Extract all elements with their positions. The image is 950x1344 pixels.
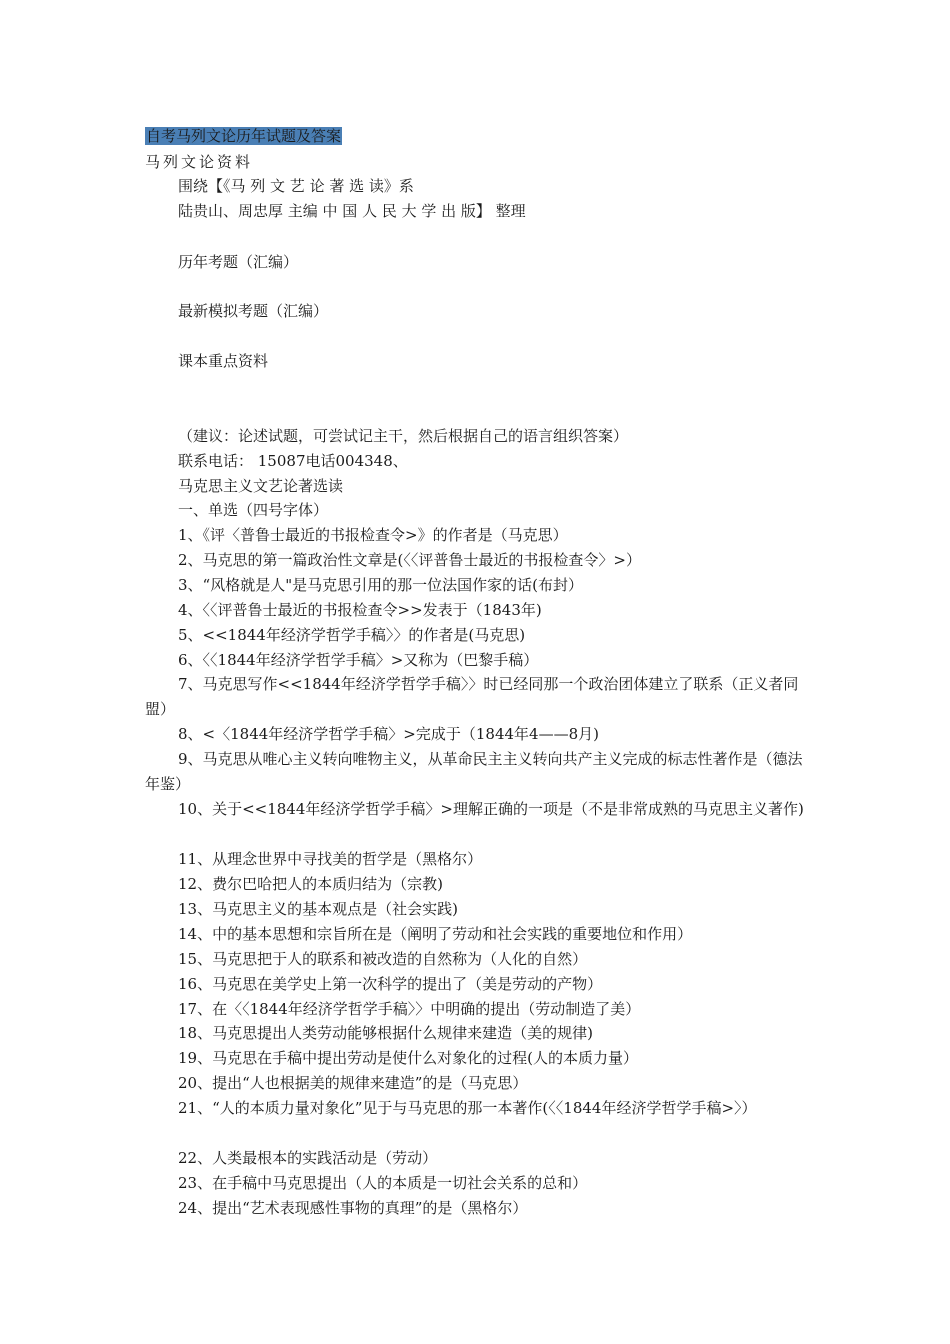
- question-item: 8、<〈1844年经济学哲学手稿〉>完成于（1844年4——8月): [178, 725, 599, 743]
- question-item: 21、“人的本质力量对象化”见于与马克思的那一本著作(〈〈1844年经济学哲学手稿>〉）: [178, 1099, 757, 1117]
- question-item: 23、在手稿中马克思提出（人的本质是一切社会关系的总和）: [178, 1174, 588, 1192]
- question-item: 18、马克思提出人类劳动能够根据什么规律来建造（美的规律): [178, 1024, 593, 1042]
- intro-line: 陆贵山、周忠厚 主编 中 国 人 民 大 学 出 版】 整理: [178, 202, 526, 220]
- document-title: 自考马列文论历年试题及答案: [146, 127, 342, 145]
- question-item: 2、马克思的第一篇政治性文章是(〈〈评普鲁士最近的书报检查令〉>）: [178, 551, 641, 569]
- question-item: 3、“风格就是人"是马克思引用的那一位法国作家的话(布封）: [178, 576, 583, 594]
- question-item: 1、《评〈普鲁士最近的书报检查令>》的作者是（马克思）: [178, 526, 568, 544]
- contact-line: 联系电话： 15087电话004348、: [178, 452, 408, 470]
- question-item: 6、〈〈1844年经济学哲学手稿〉>又称为（巴黎手稿）: [178, 651, 539, 669]
- question-item: 9、马克思从唯心主义转向唯物主义，从革命民主主义转向共产主义完成的标志性著作是（德法年鉴）: [145, 750, 803, 793]
- question-item: 16、马克思在美学史上第一次科学的提出了（美是劳动的产物）: [178, 975, 603, 993]
- question-item: 13、马克思主义的基本观点是（社会实践): [178, 900, 458, 918]
- question-item: 20、提出“人也根据美的规律来建造”的是（马克思）: [178, 1074, 528, 1092]
- book-title: 马克思主义文艺论著选读: [178, 477, 344, 495]
- question-item: 12、费尔巴哈把人的本质归结为（宗教): [178, 875, 443, 893]
- question-item: 4、〈〈评普鲁士最近的书报检查令>>发表于（1843年): [178, 601, 542, 619]
- question-item: 5、<<1844年经济学哲学手稿〉〉的作者是(马克思): [178, 626, 526, 644]
- advice-note: （建议：论述试题，可尝试记主干，然后根据自己的语言组织答案）: [178, 427, 629, 445]
- section-label: 历年考题（汇编）: [178, 253, 299, 271]
- document-subtitle: 马列文论资料: [145, 153, 254, 171]
- question-item: 15、马克思把于人的联系和被改造的自然称为（人化的自然）: [178, 950, 588, 968]
- question-item: 22、人类最根本的实践活动是（劳动）: [178, 1149, 438, 1167]
- question-item: 17、在〈〈1844年经济学哲学手稿〉〉中明确的提出（劳动制造了美）: [178, 1000, 641, 1018]
- question-item: 19、马克思在手稿中提出劳动是使什么对象化的过程(人的本质力量）: [178, 1049, 638, 1067]
- question-item: 24、提出“艺术表现感性事物的真理”的是（黑格尔）: [178, 1199, 528, 1217]
- intro-line: 围绕【《马 列 文 艺 论 著 选 读》系: [178, 177, 414, 195]
- section-label: 课本重点资料: [178, 352, 269, 370]
- part-heading: 一、单选（四号字体）: [178, 501, 329, 519]
- question-item: 10、关于<<1844年经济学哲学手稿〉>理解正确的一项是（不是非常成熟的马克思主义著作): [178, 800, 804, 818]
- question-item: 7、马克思写作<<1844年经济学哲学手稿〉〉时已经同那一个政治团体建立了联系（正义者同盟）: [145, 675, 799, 718]
- section-label: 最新模拟考题（汇编）: [178, 302, 329, 320]
- question-item: 14、中的基本思想和宗旨所在是（阐明了劳动和社会实践的重要地位和作用）: [178, 925, 693, 943]
- question-item: 11、从理念世界中寻找美的哲学是（黑格尔）: [178, 850, 483, 868]
